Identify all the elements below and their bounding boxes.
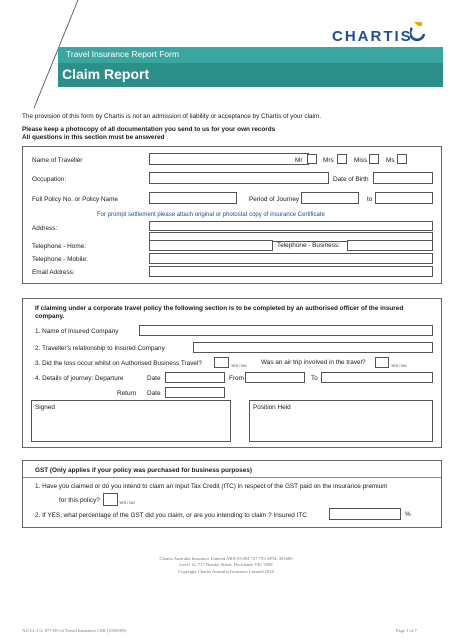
period-from-field[interactable] [301, 192, 359, 204]
return-label: Return [117, 390, 137, 397]
title-mr-label: Mr [295, 157, 303, 164]
tel-business-label: Telephone - Business: [277, 242, 340, 249]
corporate-section [22, 298, 442, 448]
percent-sign: % [405, 511, 411, 518]
footer-company [0, 556, 452, 575]
to-label: To [311, 375, 318, 382]
q3b-yes-no: YES / NO [391, 364, 407, 368]
title-ms-checkbox[interactable] [397, 154, 407, 164]
title-miss-checkbox[interactable] [369, 154, 379, 164]
gst-q2: 2. If YES, what percentage of the GST did you claim, or are you intending to claim ? Insured ITC [35, 512, 307, 519]
traveller-section [22, 146, 442, 284]
insured-company-field[interactable] [139, 325, 433, 336]
footer-line-1: Chartis Australia Insurance Limited ABN 93 004 727 753 AFSL 381686 [159, 556, 293, 561]
title-mrs-checkbox[interactable] [337, 154, 347, 164]
tel-mobile-label: Telephone - Mobile: [32, 256, 88, 263]
title-ms-label: Ms [386, 157, 395, 164]
dob-label: Date of Birth [333, 176, 369, 183]
email-label: Email Address: [32, 269, 75, 276]
return-date-field[interactable] [165, 387, 225, 398]
title-band [58, 63, 443, 87]
q4-label: 4. Details of journey: Departure [35, 375, 124, 382]
tel-mobile-field[interactable] [149, 253, 433, 264]
dob-field[interactable] [373, 172, 433, 184]
itc-claimed-field[interactable] [103, 493, 118, 506]
tel-business-field[interactable] [347, 240, 433, 251]
disclaimer: The provision of this form by Chartis is not an admission of liability or acceptance by Chartis of your claim. [22, 113, 322, 120]
signed-box[interactable] [31, 400, 231, 442]
gst-q1b: for this policy? [59, 497, 100, 504]
footer-ref: AU-LL-CL-077-09-v4 Travel Insurance CMI (10/09/09) [22, 628, 127, 633]
q2-label: 2. Traveller's relationship to Insured Company [35, 345, 165, 352]
occupation-field[interactable] [149, 172, 329, 184]
chartis-logo: CHARTIS [332, 28, 413, 45]
q3b-label: Was an air trip involved in the travel? [261, 359, 366, 366]
form-name-band [58, 47, 443, 63]
gst-heading: GST (Only applies if your policy was purchased for business purposes) [35, 467, 252, 474]
email-field[interactable] [149, 266, 433, 277]
itc-percentage-field[interactable] [329, 508, 401, 520]
chartis-mark-icon [410, 20, 426, 42]
footer-line-2: Level 12, 717 Bourke Street, Docklands VIC 3008 [179, 562, 273, 568]
period-to-field[interactable] [375, 192, 433, 204]
period-to-label: to [367, 196, 373, 203]
air-trip-field[interactable] [375, 357, 389, 368]
q3-yes-no: YES / NO [231, 364, 247, 368]
tel-home-field[interactable] [149, 240, 273, 251]
position-box[interactable] [249, 400, 433, 442]
page-title: Claim Report [62, 66, 150, 82]
tel-home-label: Telephone - Home: [32, 243, 86, 250]
gst-q1: 1. Have you claimed or do you intend to claim an Input Tax Credit (ITC) in respect of the GST paid on the insurance premium [35, 483, 388, 490]
from-label: From [229, 375, 244, 382]
gst-section [22, 460, 442, 528]
gst-divider [23, 477, 441, 478]
instructions [22, 126, 275, 142]
policy-label: Full Policy No. or Policy Name [32, 196, 118, 203]
corporate-heading: If claiming under a corporate travel policy the following section is to be completed by an authorised officer of the insured company. [35, 305, 404, 320]
business-travel-field[interactable] [214, 357, 229, 368]
relationship-field[interactable] [193, 342, 433, 353]
q1-label: 1. Name of Insured Company [35, 328, 119, 335]
return-date-label: Date [147, 390, 161, 397]
occupation-label: Occupation: [32, 176, 67, 183]
form-name: Travel Insurance Report Form [66, 49, 180, 59]
departure-date-label: Date [147, 375, 161, 382]
title-mrs-label: Mrs [323, 157, 334, 164]
q3-label: 3. Did the loss occur whilst on Authorised Business Travel? [35, 360, 202, 367]
traveller-name-field[interactable] [149, 153, 309, 165]
policy-field[interactable] [149, 192, 237, 204]
certificate-note: For prompt settlement please attach original or photostat copy of insurance Certificate [97, 212, 325, 218]
all-questions-note: All questions in this section must be answered [22, 134, 165, 141]
name-label: Name of Traveller [32, 157, 83, 164]
footer-line-3: Copyright Chartis Australia Insurance Limited 2010 [178, 568, 274, 574]
address-label: Address: [32, 225, 58, 232]
signed-label: Signed [35, 404, 55, 411]
departure-date-field[interactable] [165, 372, 225, 383]
gst-yes-no: YES / NO [119, 501, 135, 505]
keep-copy-note: Please keep a photocopy of all documentation you send to us for your own records [22, 126, 276, 133]
title-mr-checkbox[interactable] [307, 154, 317, 164]
page-number: Page 1 of 7 [396, 628, 417, 633]
period-label: Period of Journey [249, 196, 300, 203]
title-miss-label: Miss [354, 157, 368, 164]
position-label: Position Held [253, 404, 291, 411]
address-line-1-field[interactable] [149, 221, 433, 231]
to-field[interactable] [321, 372, 433, 383]
from-field[interactable] [245, 372, 305, 383]
